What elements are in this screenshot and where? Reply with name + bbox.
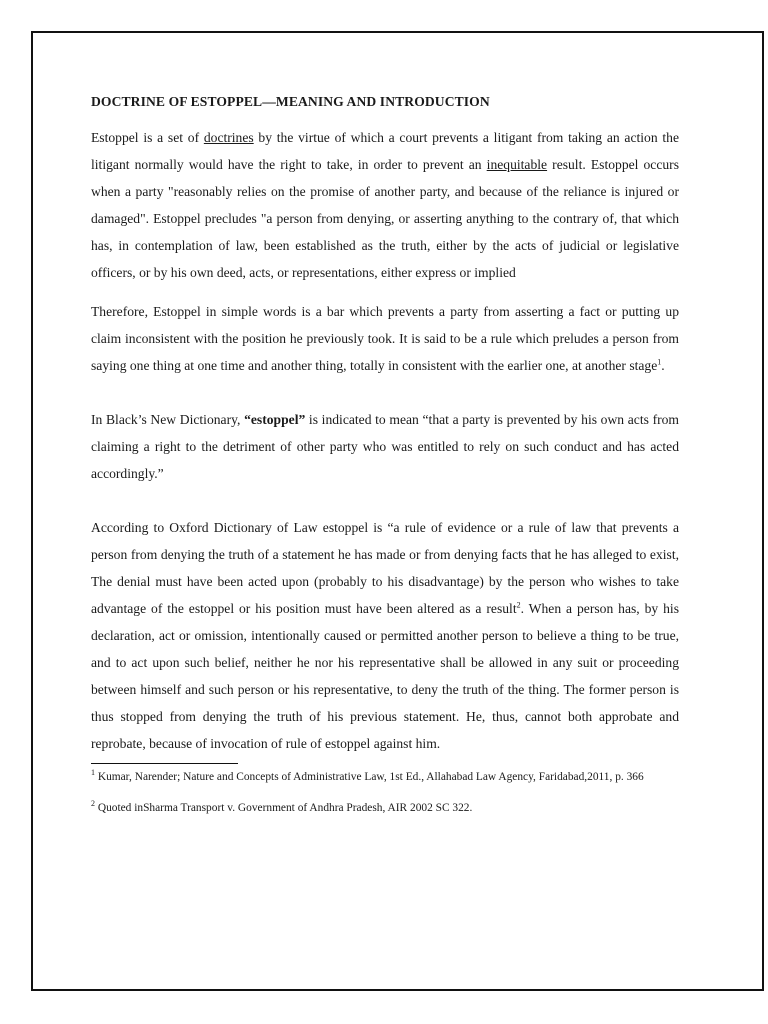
- paragraph-text: . When a person has, by his declaration, act or omission, intentionally caused or permitted another person to believe a thing to be true, and to act upon such belief, neither he nor his representative shall be allowed in any suit or proceeding between himself and such person or his representative, to deny the truth of the thing. The former person is thus stopped from denying the truth of his previous statement. He, thus, cannot both approbate and reprobate, because of invocation of rule of estoppel against him.: [91, 601, 679, 751]
- document-body: [91, 92, 679, 818]
- paragraph-text: Estoppel is a set of: [91, 130, 204, 145]
- paragraph-text: According to Oxford Dictionary of Law estoppel is “a rule of evidence or a rule of law that prevents a person from denying the truth of a statement he has made or from denying facts that he has alleged to exist, The denial must have been acted upon (probably to his disadvantage) by the person who wishes to take advantage of the estoppel or his position must have been altered as a result: [91, 520, 679, 616]
- inequitable-link[interactable]: inequitable: [486, 157, 548, 172]
- footnote-text: Quoted inSharma Transport v. Government of Andhra Pradesh, AIR 2002 SC 322.: [95, 802, 473, 814]
- paragraph-blacks-dictionary: [91, 406, 679, 487]
- paragraph-oxford-dictionary: [91, 514, 679, 757]
- paragraph-text: is indicated to mean “that a party is prevented by his own acts from claiming a right to the detriment of other party who was entitled to rely on such conduct and has acted accordingly.”: [91, 412, 679, 481]
- paragraph-text: In Black’s New Dictionary,: [91, 412, 245, 427]
- doctrines-link[interactable]: doctrines: [203, 130, 254, 145]
- footnote-1: [91, 768, 679, 787]
- footnote-number: 2: [91, 799, 95, 809]
- paragraph-text: result. Estoppel occurs when a party "reasonably relies on the promise of another party, and because of the reliance is injured or damaged". Estoppel precludes "a person from denying, or asserting anything to the contrary of, that which has, in contemplation of law, been established as the truth, either by the acts of judicial or legislative officers, or by his own deed, acts, or representations, either express or implied: [91, 157, 679, 280]
- footnote-divider: [91, 763, 238, 764]
- footnote-2: [91, 799, 679, 818]
- footnote-number: 1: [91, 768, 95, 778]
- bold-term: “estoppel”: [244, 412, 306, 427]
- footnote-ref-1[interactable]: 1: [657, 357, 662, 367]
- paragraph-text: .: [661, 358, 665, 373]
- paragraph-text: by the virtue of which a court prevents a litigant from taking an action the litigant normally would have the right to take, in order to prevent an: [91, 130, 679, 172]
- footnote-text: Kumar, Narender; Nature and Concepts of Administrative Law, 1st Ed., Allahabad Law Agency, Faridabad,2011, p. 366: [95, 771, 644, 783]
- paragraph-text: Therefore, Estoppel in simple words is a bar which prevents a party from asserting a fact or putting up claim inconsistent with the position he previously took. It is said to be a rule which preludes a person from saying one thing at one time and another thing, totally in consistent with the earlier one, at another stage: [91, 304, 679, 373]
- paragraph-simple-words: [91, 298, 679, 379]
- paragraph-definition: [91, 124, 679, 286]
- footnote-ref-2[interactable]: 2: [516, 600, 521, 610]
- document-heading: DOCTRINE OF ESTOPPEL—MEANING AND INTRODUCTION: [91, 94, 490, 109]
